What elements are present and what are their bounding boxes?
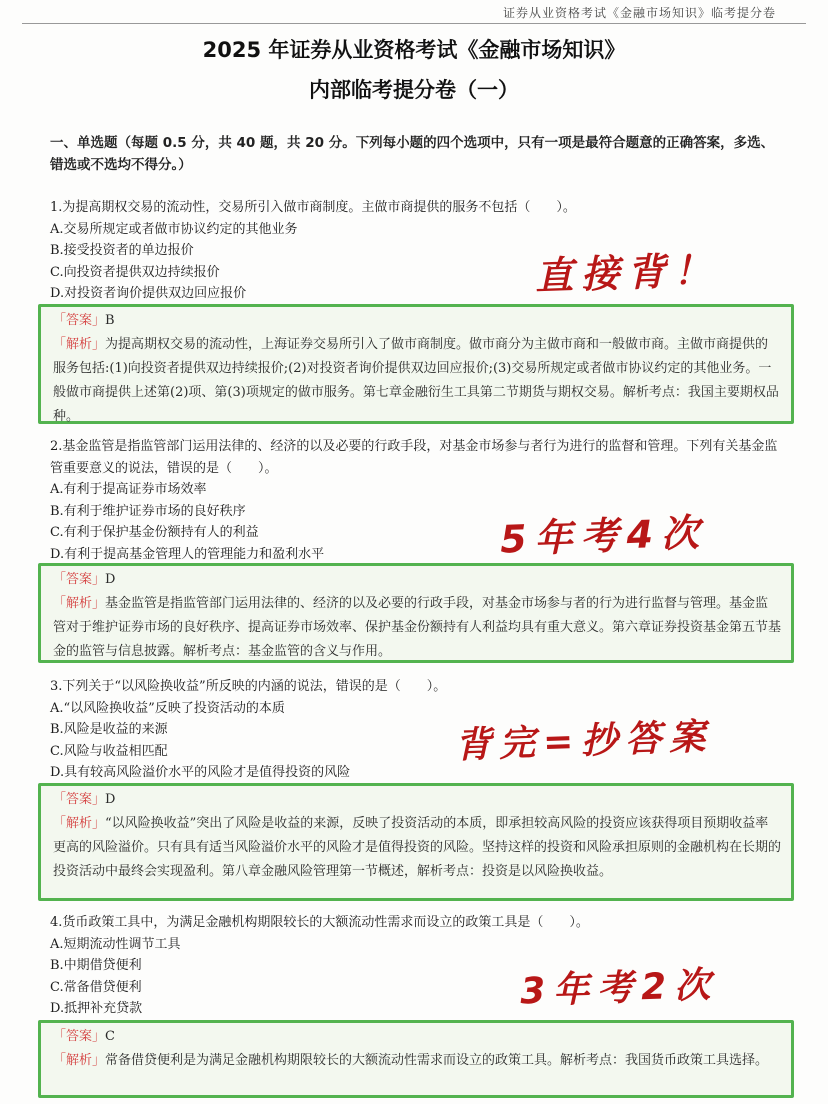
option-a: A.有利于提高证券市场效率 (50, 482, 207, 497)
answer-line (53, 1025, 781, 1049)
analysis-tag: 「解析」 (53, 596, 106, 611)
option-a: A.短期流动性调节工具 (50, 936, 181, 952)
analysis-line (53, 333, 781, 429)
header-rule (22, 23, 806, 24)
answer-value: B (105, 313, 115, 328)
answer-box-1 (38, 304, 794, 424)
section-heading: 一、单选题（每题 0.5 分，共 40 题，共 20 分。下列每小题的四个选项中，只有一项是最符合题意的正确答案，多选、错选或不选均不得分。） (50, 135, 775, 173)
handwritten-note-4: 3年考2次 (519, 964, 719, 1013)
option-d: D.对投资者询价提供双边回应报价 (50, 286, 247, 301)
question-stem: 3.下列关于“以风险换收益”所反映的内涵的说法，错误的是（ ）。 (50, 679, 447, 694)
question-stem: 1.为提高期权交易的流动性，交易所引入做市商制度。主做市商提供的服务不包括（ ）。 (50, 200, 576, 215)
answer-box-2 (38, 563, 794, 663)
option-c: C.有利于保护基金份额持有人的利益 (50, 525, 259, 540)
analysis-text: 常备借贷便利是为满足金融机构期限较长的大额流动性需求而设立的政策工具。解析考点：我国货币政策工具选择。 (105, 1053, 769, 1068)
analysis-text: 基金监管是指监管部门运用法律的、经济的以及必要的行政手段，对基金市场参与者的行为进行监督与管理。基金监管对于维护证券市场的良好秩序、提高证券市场效率、保护基金份额持有人利益均具有重大意义。第六章证券投资基金第五节基金的监管与信息披露。解析考点：基金监管的含义与作用。 (53, 596, 782, 659)
header-note: 证券从业资格考试《金融市场知识》临考提分卷 (502, 6, 776, 20)
option-a: A.交易所规定或者做市协议约定的其他业务 (50, 221, 298, 237)
analysis-tag: 「解析」 (53, 816, 106, 831)
option-c: C.常备借贷便利 (50, 979, 142, 995)
analysis-tag: 「解析」 (53, 337, 106, 352)
question-stem: 2.基金监管是指监管部门运用法律的、经济的以及必要的行政手段，对基金市场参与者行为进行的监督和管理。下列有关基金监管重要意义的说法，错误的是（ ）。 (50, 439, 778, 476)
option-d: D.有利于提高基金管理人的管理能力和盈利水平 (50, 546, 325, 562)
handwritten-note-1: 直接背！ (534, 247, 720, 299)
answer-value: C (105, 1029, 115, 1044)
answer-tag: 「答案」 (53, 313, 106, 328)
answer-box-3 (38, 783, 794, 901)
option-c: C.向投资者提供双边持续报价 (50, 264, 220, 280)
option-b: B.风险是收益的来源 (50, 722, 168, 737)
option-b: B.有利于维护证券市场的良好秩序 (50, 503, 246, 519)
answer-tag: 「答案」 (53, 792, 106, 807)
analysis-text: 为提高期权交易的流动性，上海证券交易所引入了做市商制度。做市商分为主做市商和一般做市商。主做市商提供的服务包括:(1)向投资者提供双边持续报价;(2)对投资者询价提供双边回应报价;(3)交易所规定或者做市协议约定的其他业务。一般做市商提供上述第(2)项、第(3)项规定的做市服务。第七章金融衍生工具第二节期货与期权交易。解析考点：我国主要期权品种。 (53, 337, 779, 424)
option-c: C.风险与收益相匹配 (50, 743, 168, 759)
analysis-text: “以风险换收益”突出了风险是收益的来源，反映了投资活动的本质，即承担较高风险的投资应该获得项目预期收益率更高的风险溢价。只有具有适当风险溢价水平的风险才是值得投资的风险。坚持这样的投资和风险承担原则的金融机构在长期的投资活动中最终会实现盈利。第八章金融风险管理第一节概述，解析考点：投资是以风险换收益。 (53, 816, 782, 879)
answer-value: D (105, 572, 116, 587)
answer-value: D (105, 792, 116, 807)
handwritten-note-3: 背完=抄答案 (454, 716, 714, 767)
answer-line (53, 788, 781, 812)
question-stem: 4.货币政策工具中，为满足金融机构期限较长的大额流动性需求而设立的政策工具是（ ）。 (50, 915, 589, 930)
option-d: D.具有较高风险溢价水平的风险才是值得投资的风险 (50, 765, 351, 780)
option-a: A.“以风险换收益”反映了投资活动的本质 (50, 700, 285, 716)
document-title: 2025 年证券从业资格考试《金融市场知识》 (202, 38, 626, 62)
option-b: B.中期借贷便利 (50, 958, 142, 973)
answer-tag: 「答案」 (53, 1029, 106, 1044)
answer-line (53, 309, 781, 333)
answer-line (53, 568, 781, 592)
answer-tag: 「答案」 (53, 572, 106, 587)
document-subtitle: 内部临考提分卷（一） (309, 78, 519, 102)
handwritten-note-2: 5年考4次 (499, 510, 708, 562)
analysis-tag: 「解析」 (53, 1053, 106, 1068)
answer-box-4 (38, 1020, 794, 1098)
analysis-line (53, 1049, 781, 1073)
option-d: D.抵押补充贷款 (50, 1001, 143, 1016)
analysis-line (53, 812, 781, 884)
analysis-line (53, 592, 781, 664)
option-b: B.接受投资者的单边报价 (50, 243, 194, 258)
